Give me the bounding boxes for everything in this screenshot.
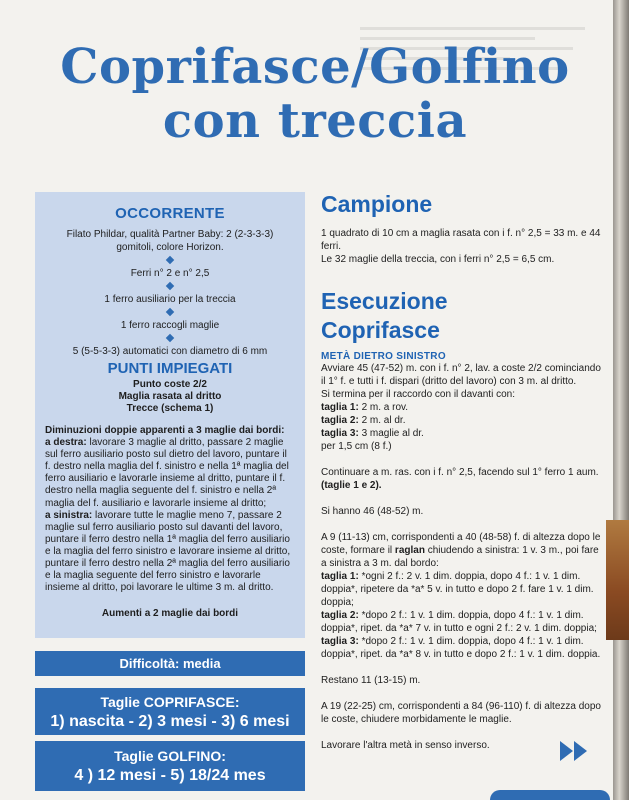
size-text: 2 m. a rov. — [358, 402, 409, 413]
sizes-golfino-bar — [35, 741, 305, 791]
size-label: taglia 2: — [321, 415, 359, 426]
esecuzione-p2: Si termina per il raccordo con il davanti con: — [321, 389, 515, 400]
occorrente-item: 1 ferro raccogli maglie — [120, 320, 220, 331]
size-line-1 — [321, 401, 603, 414]
destra-text: lavorare 3 maglie al dritto, passare 2 maglie sul ferro ausiliario posto sul dietro del lavoro, puntare il f. destro nella maglia del f. sinistro e nella 1ª maglia del ferro ausiliario e lavorarle insieme al dritto, puntare il f. destro nella maglia seguente del f. sinistro e nella 2ª maglia del f. ausiliario e lavorarle insieme al dritto; — [45, 437, 289, 509]
campione-heading: Campione — [321, 191, 433, 217]
size-label: taglia 3: — [321, 428, 359, 439]
size-text: 2 m. al dr. — [358, 415, 406, 426]
esecuzione-heading — [321, 287, 603, 345]
raglan-size-3 — [321, 635, 603, 661]
p5-text-b: chiudendo a sinistra: 1 v. 3 m., poi fare a sinistra a 3 m. dal bordo: — [321, 545, 599, 569]
size-text: *dopo 2 f.: 1 v. 1 dim. doppia, dopo 4 f.: 1 v. 1 dim. doppia*, ripet. da *a* 8 v. in tutto e dopo 2 f.: 1 v. 1 dim. doppia. — [321, 636, 601, 660]
size-text: 3 maglie al dr. — [358, 428, 424, 439]
sinistra-label: a sinistra: — [45, 509, 93, 521]
raglan-size-1 — [321, 570, 603, 609]
size-text: *ogni 2 f.: 2 v. 1 dim. doppia, dopo 4 f.: 1 v. 1 dim. doppia*, ripetere da *a* 5 v. in tutto e dopo 2 f. fare 1 v. 1 dim. doppia; — [321, 571, 594, 608]
destra-label: a destra: — [45, 437, 87, 449]
diamond-bullet-icon — [166, 282, 174, 290]
diamond-bullet-icon — [166, 256, 174, 264]
arrow-right-icon — [574, 741, 587, 761]
esecuzione-heading-line1: Esecuzione — [321, 288, 448, 314]
section-subheading: METÀ DIETRO SINISTRO — [321, 351, 446, 362]
sinistra-text: lavorare tutte le maglie meno 7, passare 2 maglie sul ferro ausiliario posto sul davanti del lavoro, puntare il ferro destro nella 1ª maglia del ferro ausiliario e la maglia del ferro sinistro e lavorare insieme al dritto, puntare il ferro destro nella 2ª maglia del ferro ausiliario e la maglia seguente del ferro sinistro e lavorarle insieme al dritto, poi lavorare le ultime 3 m. al dritto. — [45, 509, 291, 594]
p3-bold: (taglie 1 e 2). — [321, 480, 382, 491]
size-line-3 — [321, 427, 603, 440]
esecuzione-p8: Lavorare l'altra metà in senso inverso. — [321, 740, 490, 751]
continue-arrows-icon — [560, 741, 588, 766]
page-edge — [613, 0, 629, 800]
punti-item: Trecce (schema 1) — [126, 403, 214, 414]
diminuzioni-text — [45, 425, 295, 594]
materials-panel — [35, 192, 305, 638]
raglan-size-2 — [321, 609, 603, 635]
esecuzione-p5 — [321, 531, 603, 570]
size-label: taglia 1: — [321, 571, 359, 582]
occorrente-list — [35, 228, 305, 358]
diamond-bullet-icon — [166, 308, 174, 316]
page-title — [20, 40, 610, 148]
diminuzioni-intro: Diminuzioni doppie apparenti a 3 maglie dai bordi: — [45, 425, 285, 436]
sizes-coprifasce-values: 1) nascita - 2) 3 mesi - 3) 6 mesi — [50, 713, 290, 730]
esecuzione-p3 — [321, 466, 603, 492]
punti-list — [35, 379, 305, 415]
sizes-golfino-label: Taglie GOLFINO: — [114, 748, 226, 764]
title-line-2: con treccia — [162, 93, 468, 149]
esecuzione-p6: Restano 11 (13-15) m. — [321, 675, 421, 686]
occorrente-item: Ferri n° 2 e n° 2,5 — [130, 268, 210, 279]
occorrente-item: 1 ferro ausiliario per la treccia — [104, 294, 236, 305]
occorrente-item: 5 (5-5-3-3) automatici con diametro di 6 mm — [72, 346, 268, 357]
size-text: *dopo 2 f.: 1 v. 1 dim. doppia, dopo 4 f.: 1 v. 1 dim. doppia*, ripet. da *a* 7 v. in tutto e ogni 2 f.: 2 v. 1 dim. doppia; — [321, 610, 597, 634]
punti-item: Punto coste 2/2 — [133, 379, 207, 390]
esecuzione-p1: Avviare 45 (47-52) m. con i f. n° 2, lav. a coste 2/2 cominciando il 1° f. e tutti i f. dispari (dritto del lavoro) con 3 m. al dritto. — [321, 363, 601, 387]
sizes-coprifasce-bar — [35, 688, 305, 735]
adjacent-page-edge — [606, 520, 629, 640]
campione-p1: 1 quadrato di 10 cm a maglia rasata con i f. n° 2,5 = 33 m. e 44 ferri. — [321, 228, 601, 252]
p3-text: Continuare a m. ras. con i f. n° 2,5, facendo sul 1° ferro 1 aum. — [321, 467, 599, 478]
p5-raglan: raglan — [394, 545, 425, 556]
p5-text-a: A 9 (11-13) cm, corrispondenti a 40 (48-58) f. di altezza dopo le coste, formare il — [321, 532, 601, 556]
sizes-golfino-values: 4 ) 12 mesi - 5) 18/24 mes — [74, 767, 266, 784]
campione-p2: Le 32 maglie della treccia, con i ferri n° 2,5 = 6,5 cm. — [321, 254, 555, 265]
occorrente-item: Filato Phildar, qualità Partner Baby: 2 (2-3-3-3) gomitoli, colore Horizon. — [66, 229, 274, 253]
aumenti-text: Aumenti a 2 maglie dai bordi — [101, 608, 239, 620]
size-label: taglia 2: — [321, 610, 359, 621]
size-line-2 — [321, 414, 603, 427]
esecuzione-p4: Si hanno 46 (48-52) m. — [321, 506, 424, 517]
esecuzione-p7: A 19 (22-25) cm, corrispondenti a 84 (96-110) f. di altezza dopo le coste, chiudere morbidamente le maglie. — [321, 701, 601, 725]
occorrente-heading: OCCORRENTE — [115, 205, 225, 222]
instructions-column — [321, 190, 603, 752]
esecuzione-heading-line2: Coprifasce — [321, 317, 440, 343]
sizes-coprifasce-label: Taglie COPRIFASCE: — [100, 694, 240, 710]
size-label: taglia 3: — [321, 636, 359, 647]
difficulty-bar: Difficoltà: media — [35, 651, 305, 676]
punti-heading: PUNTI IMPIEGATI — [107, 360, 233, 377]
size-line-3-extra: per 1,5 cm (8 f.) — [321, 441, 392, 452]
arrow-right-icon — [560, 741, 573, 761]
title-line-1: Coprifasce/Golfino — [60, 39, 570, 95]
size-label: taglia 1: — [321, 402, 359, 413]
punti-item: Maglia rasata al dritto — [118, 391, 222, 402]
page-tab — [490, 790, 610, 800]
diamond-bullet-icon — [166, 334, 174, 342]
